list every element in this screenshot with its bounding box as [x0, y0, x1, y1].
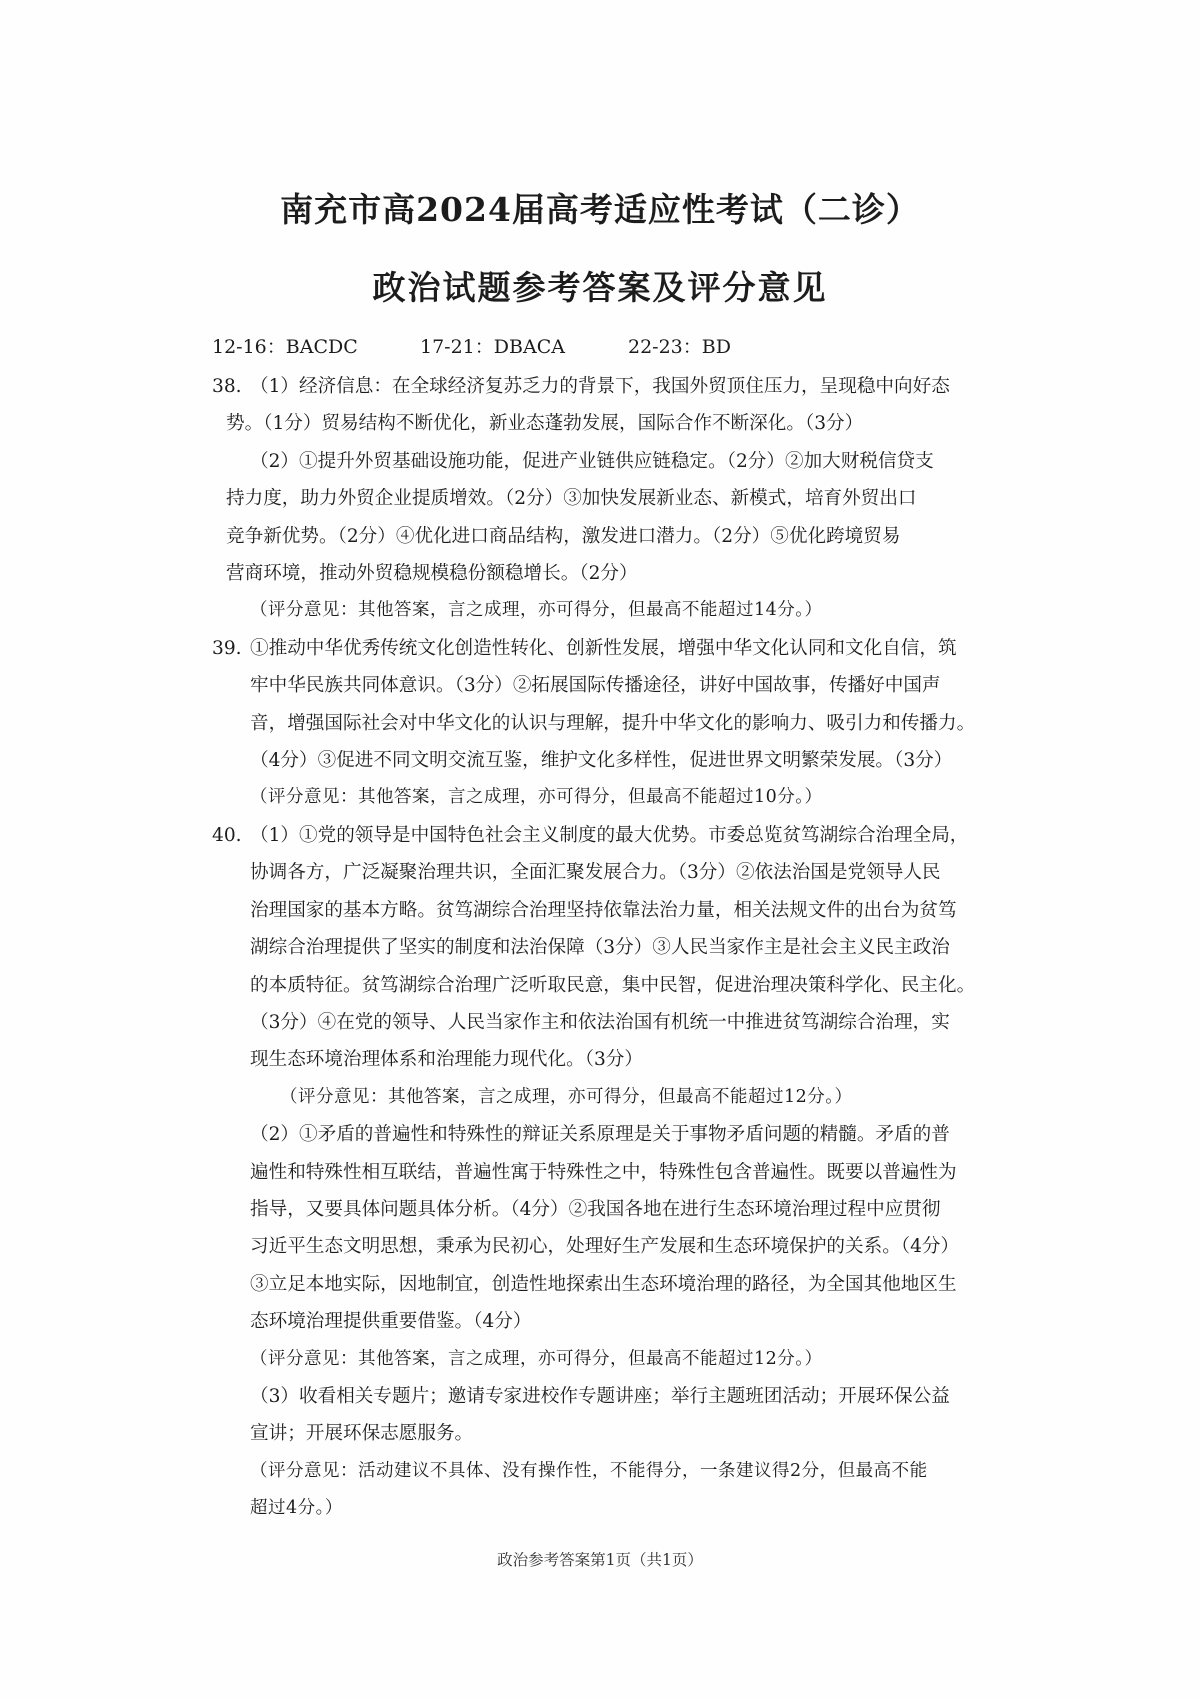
multiple-choice-answers — [212, 332, 731, 359]
grading-note: （评分意见：活动建议不具体、没有操作性，不能得分，一条建议得2分，但最高不能 — [250, 1460, 928, 1481]
answer-line: 治理国家的基本方略。贫笃湖综合治理坚持依靠法治力量，相关法规文件的出台为贫笃 — [250, 899, 957, 921]
answer-line: 势。（1分）贸易结构不断优化，新业态蓬勃发展，国际合作不断深化。（3分） — [226, 413, 864, 435]
answer-body — [212, 368, 1002, 1528]
grading-note: 超过4分。） — [250, 1498, 343, 1519]
mc-answer-22-23: 22-23：BD — [628, 336, 731, 358]
answer-line: 协调各方，广泛凝聚治理共识，全面汇聚发展合力。（3分）②依法治国是党领导人民 — [250, 862, 941, 884]
answer-line: 营商环境，推动外贸稳规模稳份额稳增长。（2分） — [226, 563, 638, 585]
page-subtitle: 政治试题参考答案及评分意见 — [372, 268, 828, 307]
answer-line: 习近平生态文明思想，秉承为民初心，处理好生产发展和生态环境保护的关系。（4分） — [250, 1236, 960, 1258]
answer-line: 现生态环境治理体系和治理能力现代化。（3分） — [250, 1049, 643, 1071]
answer-line: 竞争新优势。（2分）④优化进口商品结构，激发进口潜力。（2分）⑤优化跨境贸易 — [226, 525, 901, 547]
answer-line: ③立足本地实际，因地制宜，创造性地探索出生态环境治理的路径，为全国其他地区生 — [250, 1273, 957, 1295]
answer-line: 的本质特征。贫笃湖综合治理广泛听取民意，集中民智，促进治理决策科学化、民主化。 — [250, 974, 976, 996]
page-title: 南充市高2024届高考适应性考试（二诊） — [280, 190, 920, 229]
grading-note: （评分意见：其他答案，言之成理，亦可得分，但最高不能超过12分。） — [280, 1086, 853, 1107]
answer-line: （2）①矛盾的普遍性和特殊性的辩证关系原理是关于事物矛盾问题的精髓。矛盾的普 — [250, 1124, 950, 1146]
answer-line: （3）收看相关专题片；邀请专家进校作专题讲座；举行主题班团活动；开展环保公益 — [250, 1385, 950, 1407]
answer-line: （2）①提升外贸基础设施功能，促进产业链供应链稳定。（2分）②加大财税信贷支 — [250, 450, 934, 472]
answer-line: （3分）④在党的领导、人民当家作主和依法治国有机统一中推进贫笃湖综合治理，实 — [250, 1011, 950, 1033]
answer-line: （1）①党的领导是中国特色社会主义制度的最大优势。市委总览贫笃湖综合治理全局， — [250, 824, 969, 846]
grading-note: （评分意见：其他答案，言之成理，亦可得分，但最高不能超过14分。） — [250, 600, 823, 621]
question-38 — [212, 368, 1002, 630]
grading-note: （评分意见：其他答案，言之成理，亦可得分，但最高不能超过10分。） — [250, 787, 823, 808]
question-number: 39. — [212, 637, 242, 659]
page-footer: 政治参考答案第1页（共1页） — [497, 1551, 703, 1569]
mc-answer-12-16: 12-16：BACDC — [212, 336, 358, 358]
answer-line: （1）经济信息：在全球经济复苏乏力的背景下，我国外贸顶住压力，呈现稳中向好态 — [250, 376, 950, 397]
answer-line: 湖综合治理提供了坚实的制度和法治保障（3分）③人民当家作主是社会主义民主政治 — [250, 937, 950, 959]
answer-line: （4分）③促进不同文明交流互鉴，维护文化多样性，促进世界文明繁荣发展。（3分） — [250, 750, 953, 772]
mc-answer-17-21: 17-21：DBACA — [420, 336, 565, 358]
question-number: 40. — [212, 824, 242, 846]
question-39 — [212, 630, 1002, 817]
answer-line: ①推动中华优秀传统文化创造性转化、创新性发展，增强中华文化认同和文化自信，筑 — [250, 637, 957, 659]
question-40 — [212, 817, 1002, 1528]
answer-line: 指导，又要具体问题具体分析。（4分）②我国各地在进行生态环境治理过程中应贯彻 — [250, 1198, 941, 1220]
answer-line: 牢中华民族共同体意识。（3分）②拓展国际传播途径，讲好中国故事，传播好中国声 — [250, 675, 941, 697]
answer-line: 持力度，助力外贸企业提质增效。（2分）③加快发展新业态、新模式，培育外贸出口 — [226, 488, 917, 510]
answer-line: 态环境治理提供重要借鉴。（4分） — [250, 1311, 532, 1333]
answer-line: 音，增强国际社会对中华文化的认识与理解，提升中华文化的影响力、吸引力和传播力。 — [250, 712, 976, 734]
answer-line: 宣讲；开展环保志愿服务。 — [250, 1423, 474, 1445]
answer-line: 遍性和特殊性相互联结，普遍性寓于特殊性之中，特殊性包含普遍性。既要以普遍性为 — [250, 1161, 957, 1183]
question-number: 38. — [212, 376, 242, 397]
grading-note: （评分意见：其他答案，言之成理，亦可得分，但最高不能超过12分。） — [250, 1348, 823, 1369]
